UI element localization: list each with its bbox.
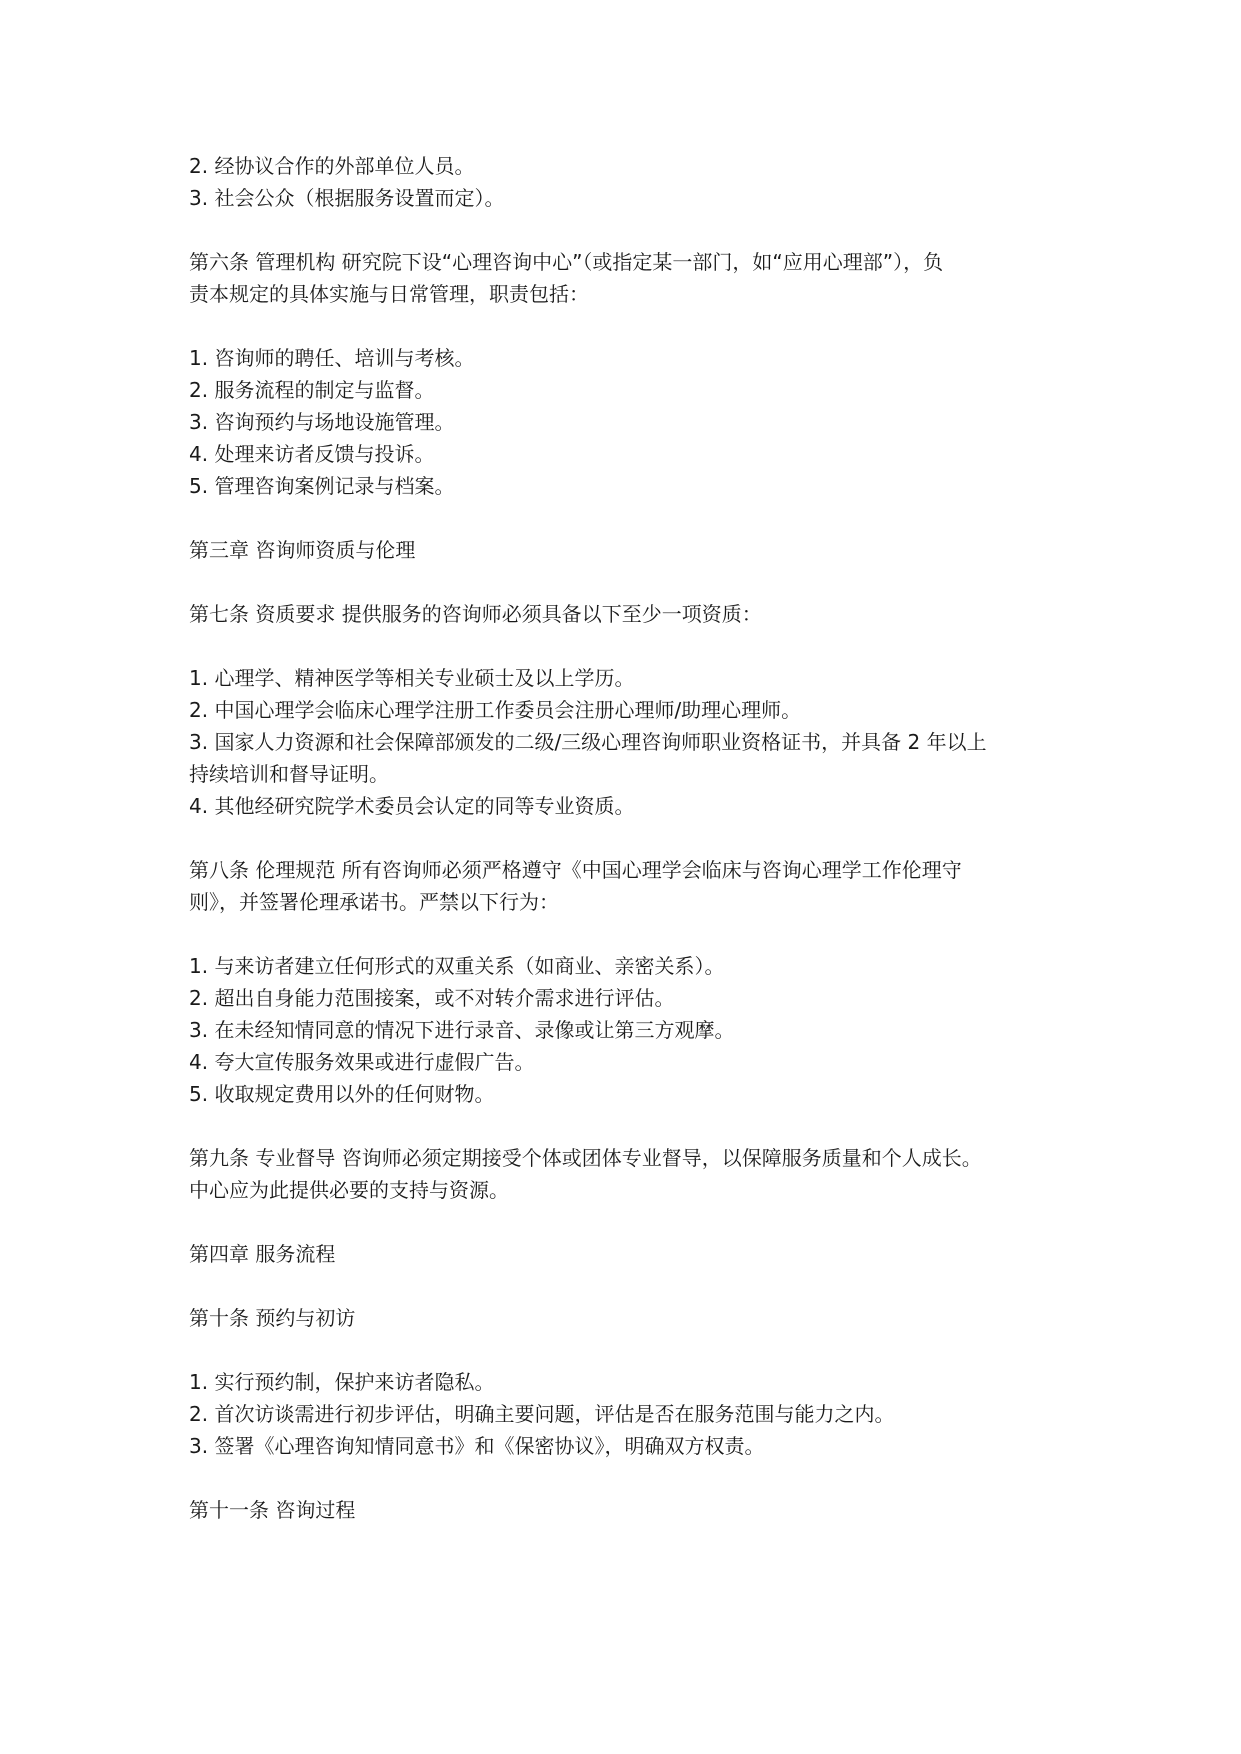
list-item: 2. 服务流程的制定与监督。 (189, 378, 435, 402)
list-item: 4. 处理来访者反馈与投诉。 (189, 442, 435, 466)
article-9-paragraph (189, 1142, 1069, 1206)
list-item: 3. 社会公众（根据服务设置而定）。 (189, 186, 505, 210)
paragraph-line: 则》，并签署伦理承诺书。严禁以下行为： (189, 890, 559, 914)
article-8-paragraph (189, 854, 1069, 918)
list-item: 2. 中国心理学会临床心理学注册工作委员会注册心理师/助理心理师。 (189, 698, 802, 722)
document-page (189, 150, 1069, 1526)
list-item: 2. 经协议合作的外部单位人员。 (189, 154, 475, 178)
list-item: 1. 实行预约制，保护来访者隐私。 (189, 1370, 495, 1394)
duties-list (189, 342, 1069, 502)
list-continuation (189, 150, 1069, 214)
article-6-paragraph (189, 246, 1069, 310)
list-item: 4. 夸大宣传服务效果或进行虚假广告。 (189, 1050, 535, 1074)
prohibited-list (189, 950, 1069, 1110)
chapter-4-heading: 第四章 服务流程 (189, 1242, 336, 1266)
qualification-list (189, 662, 1069, 822)
list-item: 1. 与来访者建立任何形式的双重关系（如商业、亲密关系）。 (189, 954, 725, 978)
article-7-paragraph: 第七条 资质要求 提供服务的咨询师必须具备以下至少一项资质： (189, 602, 762, 626)
paragraph-line: 第九条 专业督导 咨询师必须定期接受个体或团体专业督导，以保障服务质量和个人成长。 (189, 1146, 982, 1170)
article-11-heading: 第十一条 咨询过程 (189, 1498, 356, 1522)
list-item: 2. 超出自身能力范围接案，或不对转介需求进行评估。 (189, 986, 675, 1010)
paragraph-line: 责本规定的具体实施与日常管理，职责包括： (189, 282, 589, 306)
list-item: 3. 咨询预约与场地设施管理。 (189, 410, 455, 434)
list-item: 3. 签署《心理咨询知情同意书》和《保密协议》，明确双方权责。 (189, 1434, 765, 1458)
chapter-3-heading: 第三章 咨询师资质与伦理 (189, 538, 416, 562)
paragraph-line: 第八条 伦理规范 所有咨询师必须严格遵守《中国心理学会临床与咨询心理学工作伦理守 (189, 858, 962, 882)
paragraph-line: 第六条 管理机构 研究院下设“心理咨询中心”（或指定某一部门，如“应用心理部”），负 (189, 250, 944, 274)
list-item: 2. 首次访谈需进行初步评估，明确主要问题，评估是否在服务范围与能力之内。 (189, 1402, 895, 1426)
list-item: 4. 其他经研究院学术委员会认定的同等专业资质。 (189, 794, 635, 818)
list-item: 3. 在未经知情同意的情况下进行录音、录像或让第三方观摩。 (189, 1018, 735, 1042)
appointment-list (189, 1366, 1069, 1462)
list-item: 5. 管理咨询案例记录与档案。 (189, 474, 455, 498)
list-item: 3. 国家人力资源和社会保障部颁发的二级/三级心理咨询师职业资格证书，并具备 2 年以上 (189, 730, 987, 754)
article-10-heading: 第十条 预约与初访 (189, 1306, 356, 1330)
paragraph-line: 中心应为此提供必要的支持与资源。 (189, 1178, 509, 1202)
list-item: 1. 咨询师的聘任、培训与考核。 (189, 346, 475, 370)
list-item: 5. 收取规定费用以外的任何财物。 (189, 1082, 495, 1106)
list-item-continuation: 持续培训和督导证明。 (189, 762, 389, 786)
list-item: 1. 心理学、精神医学等相关专业硕士及以上学历。 (189, 666, 635, 690)
